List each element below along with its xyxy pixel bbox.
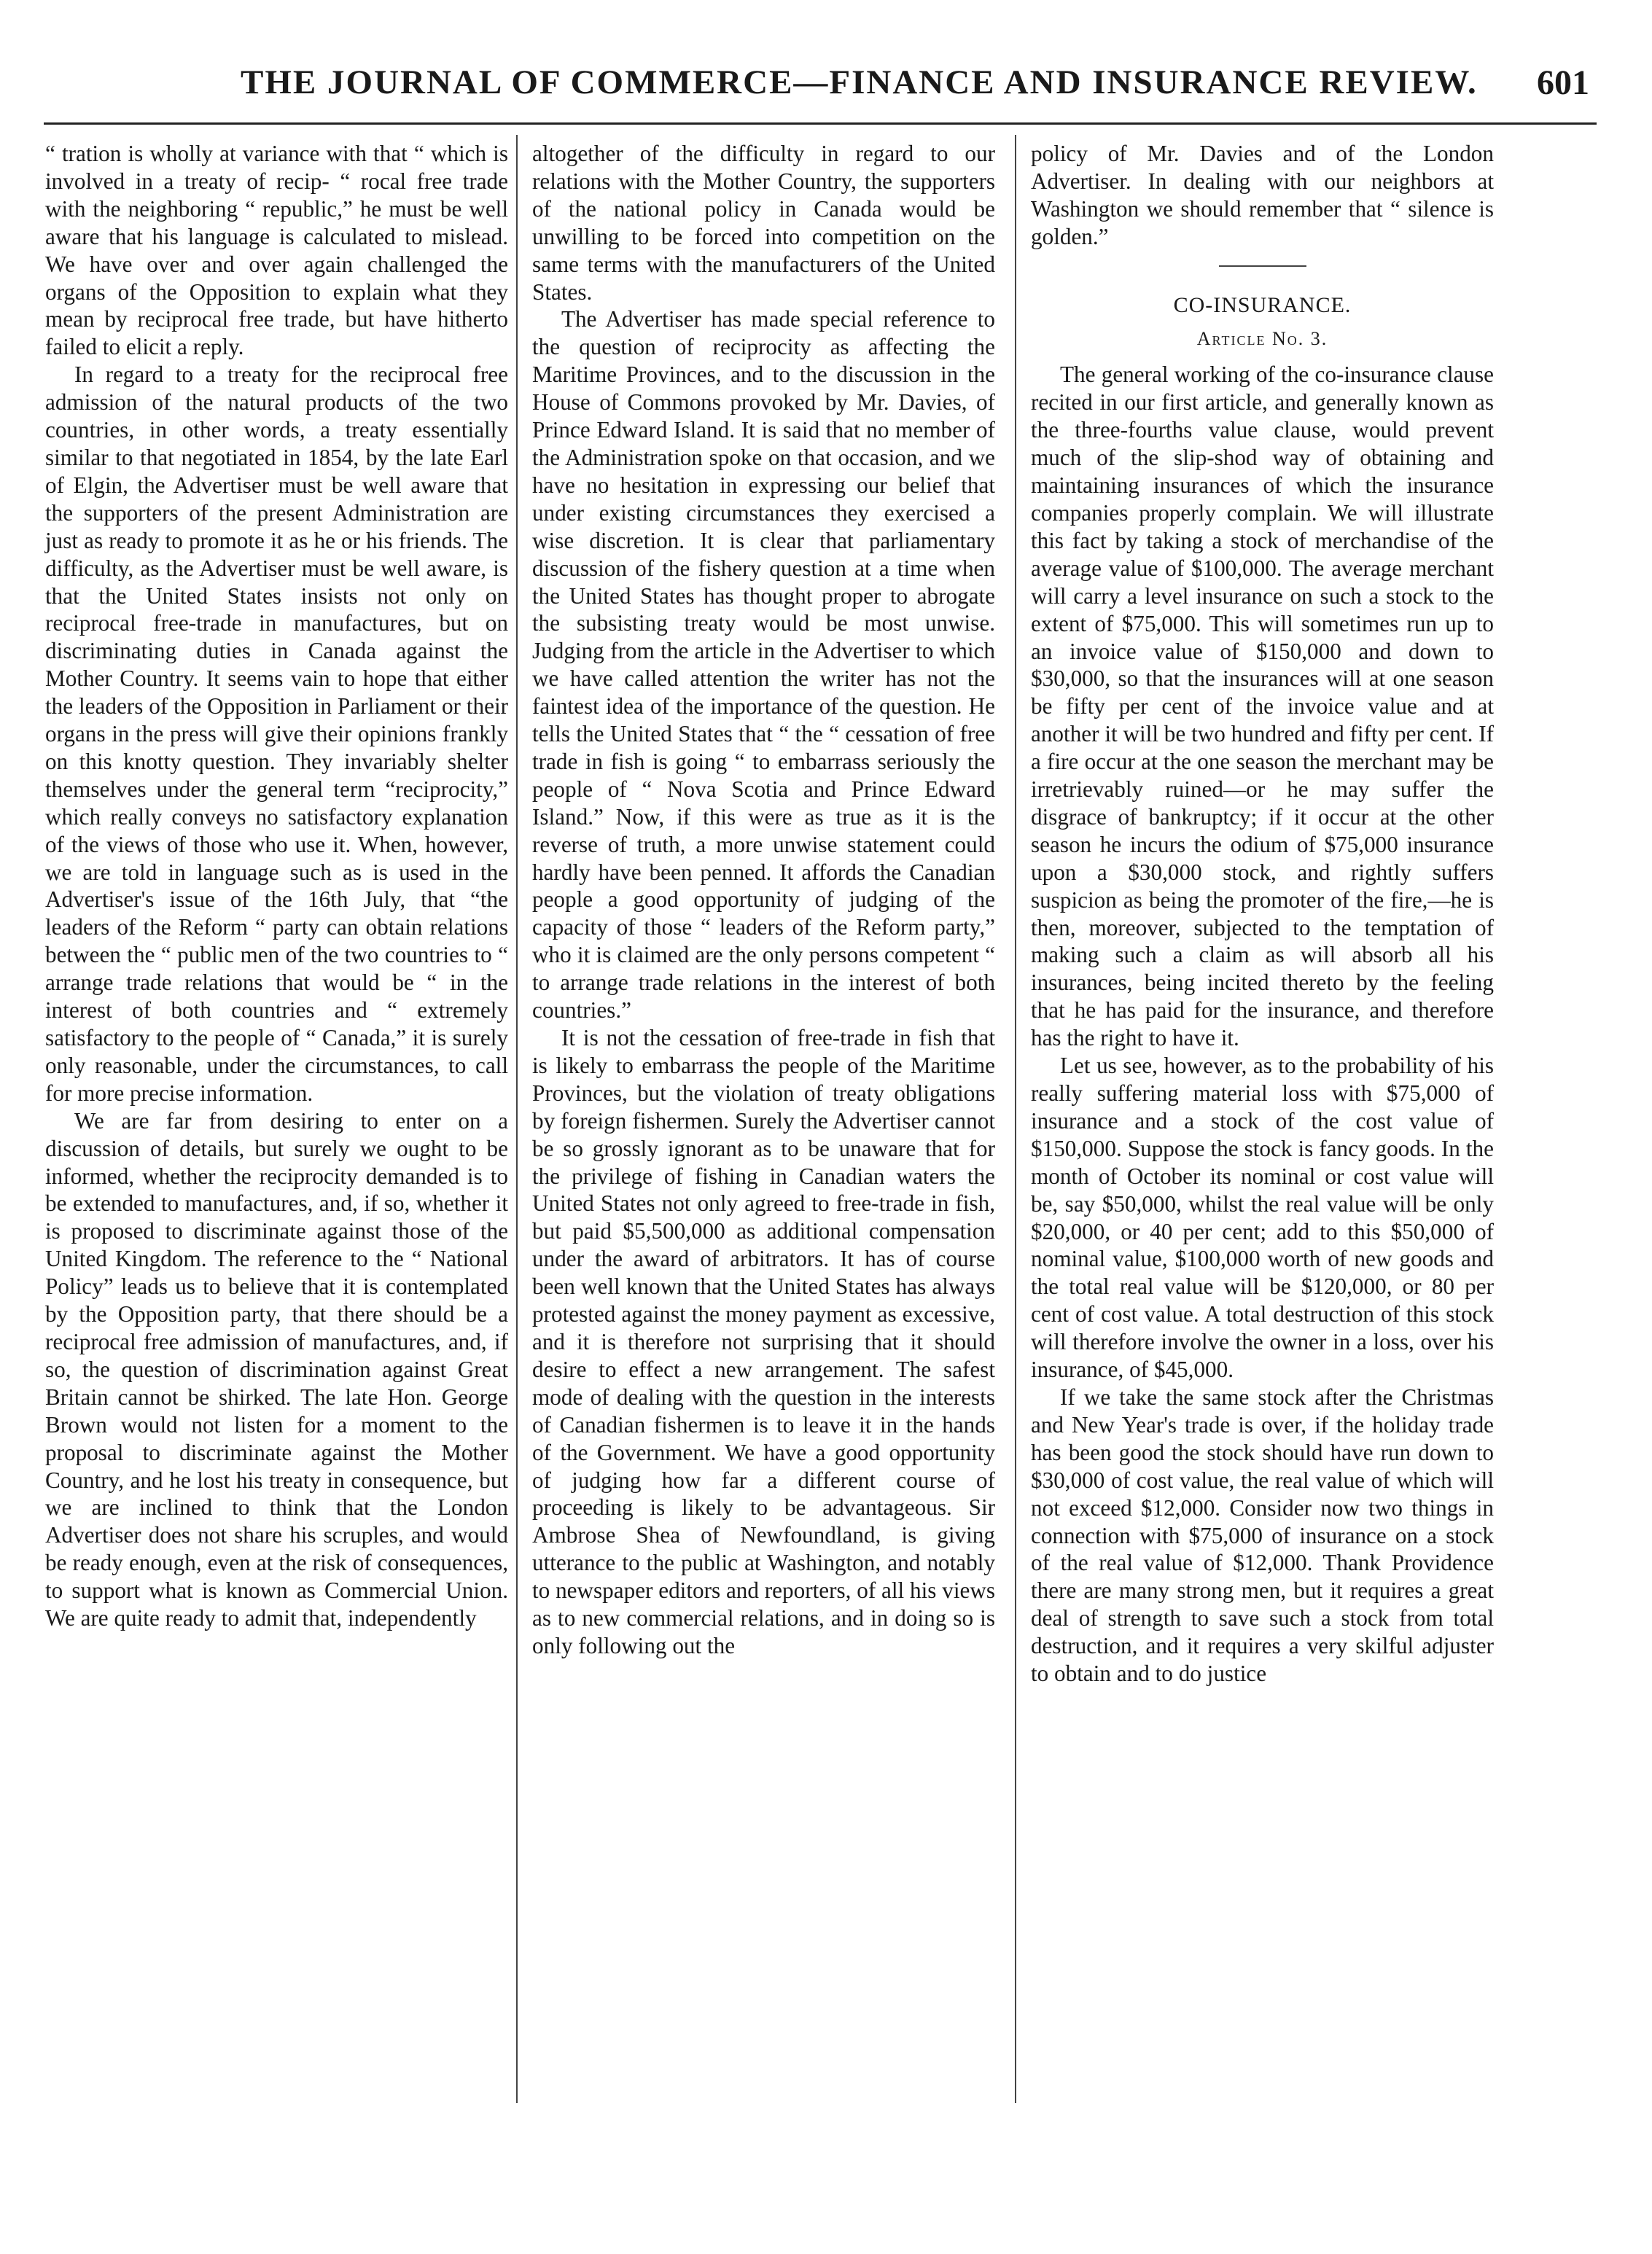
- paragraph: “ tration is wholly at variance with that “ which is involved in a treaty of recip- “ rocal free trade with the neighboring “ republic,” he must be well aware that his language is calculated to mislead. We have over and over again challenged the organs of the Opposition to explain what they mean by reciprocal free trade, but have hitherto failed to elicit a reply.: [45, 141, 508, 360]
- paragraph: In regard to a treaty for the reciprocal free admission of the natural products of the two countries, in other words, a treaty essentially similar to that negotiated in 1854, by the late Earl of Elgin, the Advertiser must be well aware that the supporters of the present Administration are just as ready to promote it as he or his friends. The difficulty, as the Advertiser must be well aware, is that the United States insists not only on reciprocal free-trade in manufactures, but on discriminating duties in Canada against the Mother Country. It seems vain to hope that either the leaders of the Opposition in Parliament or their organs in the press will give their opinions frankly on this knotty question. They invariably shelter themselves under the general term “reciprocity,” which really conveys no satisfactory explanation of the views of those who use it. When, however, we are told in language such as is used in the Advertiser's issue of the 16th July, that “the leaders of the Reform “ party can obtain relations between the “ public men of the two countries to “ arrange trade relations that would be “ in the interest of both countries and “ extremely satisfactory to the people of “ Canada,” it is surely only reasonable, under the circumstances, to call for more precise information.: [45, 362, 508, 1106]
- paragraph: Let us see, however, as to the probability of his really suffering material loss with $75,000 of insurance and a stock of the cost value of $150,000. Suppose the stock is fancy goods. In the month of October its nominal or cost value will be, say $50,000, whilst the real value will be only $20,000, or 40 per cent; add to this $50,000 of nominal value, $100,000 worth of new goods and the total real value will be $120,000, or 80 per cent of cost value. A total destruction of this stock will therefore involve the owner in a loss, over his insurance, of $45,000.: [1031, 1053, 1494, 1383]
- section-divider: [1219, 265, 1306, 267]
- column-1: [45, 140, 508, 1632]
- section-title: CO-INSURANCE.: [1173, 292, 1352, 317]
- header-rule: [44, 122, 1597, 125]
- page-header: [44, 63, 1604, 121]
- paragraph: The general working of the co-insurance clause recited in our first article, and generally known as the three-fourths value clause, would prevent much of the slip-shod way of obtaining and maintaining insurances of which the insurance companies properly complain. We will illustrate this fact by taking a stock of merchandise of the average value of $100,000. The average merchant will carry a level insurance on such a stock to the extent of $75,000. This will sometimes run up to an invoice value of $150,000 and down to $30,000, so that the insurances will at one season be fifty per cent of the invoice value and at another it will be two hundred and fifty per cent. If a fire occur at the one season the merchant may be irretrievably ruined—or he may suffer the disgrace of bankruptcy; if it occur at the other season he incurs the odium of $75,000 insurance upon a $30,000 stock, and rightly suffers suspicion as being the promoter of the fire,—he is then, moreover, subjected to the temptation of making such a claim as will absorb all his insurances, being incited thereto by the feeling that he has paid for the insurance, and therefore has the right to have it.: [1031, 362, 1494, 1051]
- paragraph: It is not the cessation of free-trade in fish that is likely to embarrass the people of the Maritime Provinces, but the violation of treaty obligations by foreign fishermen. Surely the Advertiser cannot be so grossly ignorant as to be unaware that for the privilege of fishing in Canadian waters the United States not only agreed to free-trade in fish, but paid $5,500,000 as additional compensation under the award of arbitrators. It has of course been well known that the United States has always protested against the money payment as excessive, and it is therefore not surprising that it should desire to effect a new arrangement. The safest mode of dealing with the question in the interests of Canadian fishermen is to leave it in the hands of the Government. We have a good opportunity of judging how far a different course of proceeding is likely to be advantageous. Sir Ambrose Shea of Newfoundland, is giving utterance to the public at Washington, and notably to newspaper editors and reporters, of all his views as to new commercial relations, and in doing so is only following out the: [532, 1025, 995, 1658]
- column-2: [532, 140, 995, 1660]
- paragraph: altogether of the difficulty in regard to our relations with the Mother Country, the supporters of the national policy in Canada would be unwilling to be forced into competition on the same terms with the manufacturers of the United States.: [532, 141, 995, 305]
- paragraph: If we take the same stock after the Christmas and New Year's trade is over, if the holiday trade has been good the stock should have run down to $30,000 of cost value, the real value of which will not exceed $12,000. Consider now two things in connection with $75,000 of insurance on a stock of the real value of $12,000. Thank Providence there are many strong men, but it requires a great deal of strength to save such a stock from total destruction, and it requires a very skilful adjuster to obtain and to do justice: [1031, 1384, 1494, 1687]
- column-3: [1031, 140, 1494, 1688]
- paragraph: The Advertiser has made special reference to the question of reciprocity as affecting the Maritime Provinces, and to the discussion in the House of Commons provoked by Mr. Davies, of Prince Edward Island. It is said that no member of the Administration spoke on that occasion, and we have no hesitation in expressing our belief that under existing circumstances they exercised a wise discretion. It is clear that parliamentary discussion of the fishery question at a time when the United States has thought proper to abrogate the subsisting treaty would be most unwise. Judging from the article in the Advertiser to which we have called attention the writer has not the faintest idea of the importance of the question. He tells the United States that “ the “ cessation of free trade in fish is going “ to embarrass seriously the people of “ Nova Scotia and Prince Edward Island.” Now, if this were as true as it is the reverse of truth, a more unwise statement could hardly have been penned. It affords the Canadian people a good opportunity of judging of the capacity of those “ leaders of the Reform party,” who it is claimed are the only persons competent “ to arrange trade relations in the interest of both countries.”: [532, 306, 995, 1023]
- column-divider: [516, 135, 518, 2103]
- paragraph: We are far from desiring to enter on a discussion of details, but surely we ought to be informed, whether the reciprocity demanded is to be extended to manufactures, and, if so, whether it is proposed to discriminate against those of the United Kingdom. The reference to the “ National Policy” leads us to believe that it is contemplated by the Opposition party, that there should be a reciprocal free admission of manufactures, and, if so, the question of discrimination against Great Britain cannot be shirked. The late Hon. George Brown would not listen for a moment to the proposal to discriminate against the Mother Country, and he lost his treaty in consequence, but we are inclined to think that the London Advertiser does not share his scruples, and would be ready enough, even at the risk of consequences, to support what is known as Commercial Union. We are quite ready to admit that, independently: [45, 1107, 508, 1631]
- page-number: 601: [1537, 63, 1589, 102]
- paragraph: policy of Mr. Davies and of the London Advertiser. In dealing with our neighbors at Washington we should remember that “ silence is golden.”: [1031, 141, 1494, 249]
- column-divider: [1015, 135, 1016, 2103]
- journal-title: THE JOURNAL OF COMMERCE—FINANCE AND INSURANCE REVIEW.: [241, 63, 1478, 101]
- section-subtitle: Article No. 3.: [1196, 327, 1328, 349]
